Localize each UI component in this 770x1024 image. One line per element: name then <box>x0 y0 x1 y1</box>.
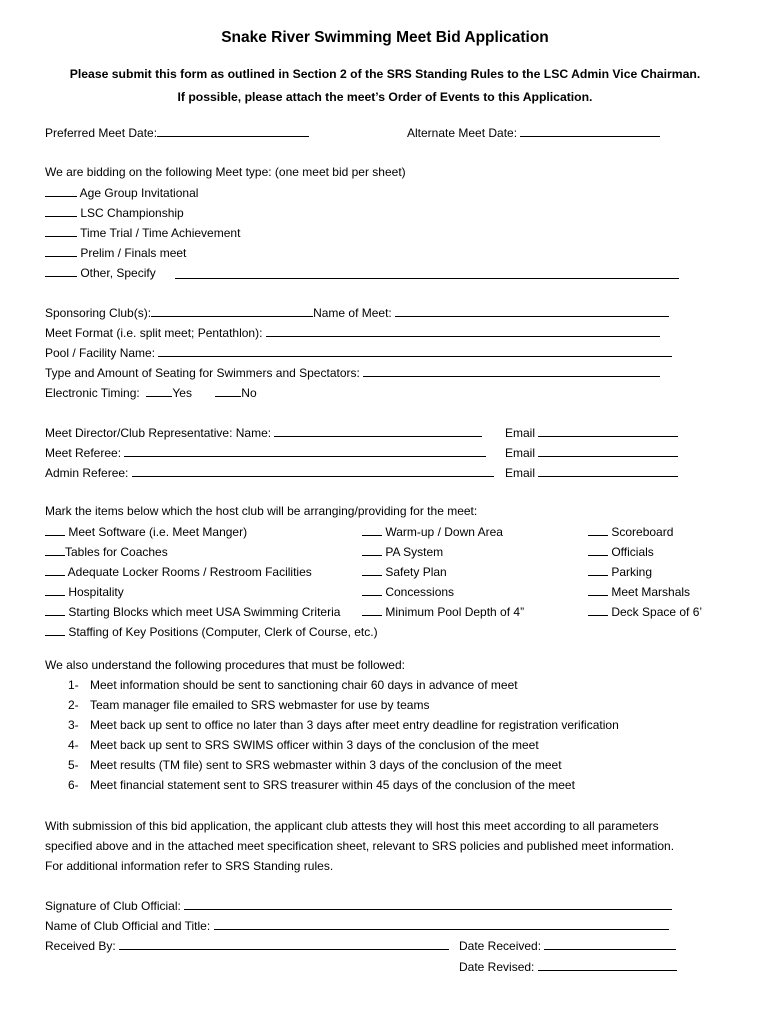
instruction-line-1: Please submit this form as outlined in Section 2 of the SRS Standing Rules to the LSC Admin Vice Chairman. <box>69 67 701 81</box>
host-item <box>45 543 168 560</box>
procedure-text: Team manager file emailed to SRS webmaster for use by teams <box>90 698 430 712</box>
alternate-date-field[interactable] <box>520 124 660 137</box>
attestation-line-1: With submission of this bid application, the applicant club attests they will host this meet according to all parameters <box>45 819 659 833</box>
sponsoring-club-field[interactable] <box>151 304 313 317</box>
email-label: Email <box>505 466 536 480</box>
preferred-date-label: Preferred Meet Date: <box>45 126 158 140</box>
procedure-number: 2- <box>68 698 79 712</box>
host-item-checkline[interactable] <box>45 543 65 556</box>
host-item <box>45 623 378 640</box>
timing-yes-checkline[interactable] <box>146 384 172 397</box>
host-item <box>45 583 124 600</box>
host-item-checkline[interactable] <box>588 523 608 536</box>
procedures-intro: We also understand the following procedures that must be followed: <box>45 658 405 672</box>
director-email-row <box>505 424 678 441</box>
other-specify-field[interactable] <box>175 266 679 279</box>
procedure-text: Meet financial statement sent to SRS treasurer within 45 days of the conclusion of the meet <box>90 778 575 792</box>
host-item-checkline[interactable] <box>362 563 382 576</box>
procedure-text: Meet back up sent to office no later than 3 days after meet entry deadline for registration verification <box>90 718 619 732</box>
host-item <box>588 563 652 580</box>
host-item <box>362 583 454 600</box>
meet-type-intro: We are bidding on the following Meet type: (one meet bid per sheet) <box>45 165 406 179</box>
procedure-number: 5- <box>68 758 79 772</box>
host-item-label: Meet Software (i.e. Meet Manger) <box>68 525 248 539</box>
date-revised-row <box>459 958 677 975</box>
host-item <box>362 543 443 560</box>
timing-no-label: No <box>241 386 257 400</box>
alternate-date-label: Alternate Meet Date: <box>407 126 518 140</box>
email-label: Email <box>505 426 536 440</box>
meet-director-label: Meet Director/Club Representative: Name: <box>45 426 272 440</box>
meet-type-checkline[interactable] <box>45 264 77 277</box>
seating-label: Type and Amount of Seating for Swimmers and Spectators: <box>45 366 360 380</box>
host-item-checkline[interactable] <box>362 603 382 616</box>
meet-type-option <box>45 184 198 201</box>
seating-row <box>45 364 660 381</box>
date-received-label: Date Received: <box>459 939 542 953</box>
admin-referee-field[interactable] <box>132 464 494 477</box>
host-item-checkline[interactable] <box>45 563 65 576</box>
host-item <box>362 523 503 540</box>
host-item <box>362 603 524 620</box>
meet-type-option <box>45 264 156 281</box>
host-item-checkline[interactable] <box>45 523 65 536</box>
host-item <box>588 603 702 620</box>
meet-referee-field[interactable] <box>124 444 486 457</box>
host-item-checkline[interactable] <box>588 603 608 616</box>
host-item-checkline[interactable] <box>362 543 382 556</box>
admin-referee-label: Admin Referee: <box>45 466 129 480</box>
signature-label: Signature of Club Official: <box>45 899 181 913</box>
procedure-text: Meet information should be sent to sanctioning chair 60 days in advance of meet <box>90 678 518 692</box>
sponsoring-club-label: Sponsoring Club(s): <box>45 306 152 320</box>
meet-type-option <box>45 244 186 261</box>
name-of-meet-label: Name of Meet: <box>313 306 392 320</box>
host-item <box>45 563 312 580</box>
procedure-item <box>68 717 619 733</box>
host-item-checkline[interactable] <box>45 603 65 616</box>
meet-format-field[interactable] <box>266 324 660 337</box>
host-item-checkline[interactable] <box>588 583 608 596</box>
referee-email-row <box>505 444 678 461</box>
meet-format-label: Meet Format (i.e. split meet; Pentathlon): <box>45 326 263 340</box>
host-item-label: Meet Marshals <box>611 585 691 599</box>
meet-type-option <box>45 224 240 241</box>
host-item-label: Starting Blocks which meet USA Swimming Criteria <box>68 605 341 619</box>
host-item-label: Tables for Coaches <box>65 545 168 559</box>
procedure-text: Meet results (TM file) sent to SRS webmaster within 3 days of the conclusion of the meet <box>90 758 562 772</box>
host-item-checkline[interactable] <box>362 583 382 596</box>
meet-type-checkline[interactable] <box>45 184 77 197</box>
attestation-line-2: specified above and in the attached meet specification sheet, relevant to SRS policies and published meet information. <box>45 839 675 853</box>
host-item-label: Adequate Locker Rooms / Restroom Facilities <box>67 565 312 579</box>
procedure-text: Meet back up sent to SRS SWIMS officer within 3 days of the conclusion of the meet <box>90 738 539 752</box>
host-item-checkline[interactable] <box>588 543 608 556</box>
date-received-field[interactable] <box>544 937 676 950</box>
procedure-item <box>68 697 429 713</box>
signature-row <box>45 897 672 914</box>
seating-field[interactable] <box>363 364 660 377</box>
host-item <box>588 583 690 600</box>
meet-referee-label: Meet Referee: <box>45 446 122 460</box>
host-item-label: Minimum Pool Depth of 4” <box>385 605 525 619</box>
host-item <box>45 603 340 620</box>
host-item-label: Hospitality <box>68 585 124 599</box>
meet-director-field[interactable] <box>274 424 482 437</box>
director-email-field[interactable] <box>538 424 678 437</box>
meet-type-checkline[interactable] <box>45 204 77 217</box>
attestation-line-3: For additional information refer to SRS Standing rules. <box>45 859 334 873</box>
timing-yes-label: Yes <box>172 386 192 400</box>
sponsoring-club-row <box>45 304 669 321</box>
host-item-label: Staffing of Key Positions (Computer, Clerk of Course, etc.) <box>68 625 378 639</box>
host-item-label: Officials <box>611 545 654 559</box>
pool-facility-row <box>45 344 672 361</box>
electronic-timing-row <box>45 384 257 401</box>
host-item <box>588 523 673 540</box>
host-item <box>588 543 654 560</box>
procedure-item <box>68 677 518 693</box>
host-item-label: Warm-up / Down Area <box>385 525 503 539</box>
date-revised-label: Date Revised: <box>459 960 535 974</box>
preferred-date-row <box>45 124 309 141</box>
signature-field[interactable] <box>184 897 672 910</box>
referee-email-field[interactable] <box>538 444 678 457</box>
procedure-number: 6- <box>68 778 79 792</box>
meet-referee-row <box>45 444 486 461</box>
email-label: Email <box>505 446 536 460</box>
received-by-label: Received By: <box>45 939 116 953</box>
host-item-checkline[interactable] <box>362 523 382 536</box>
host-item <box>362 563 447 580</box>
meet-type-option-label: Other, Specify <box>80 266 156 280</box>
timing-no-checkline[interactable] <box>215 384 241 397</box>
host-item-label: Parking <box>611 565 653 579</box>
meet-type-option <box>45 204 184 221</box>
procedure-number: 4- <box>68 738 79 752</box>
meet-type-option-label: Time Trial / Time Achievement <box>80 226 241 240</box>
name-title-label: Name of Club Official and Title: <box>45 919 211 933</box>
meet-format-row <box>45 324 660 341</box>
name-title-row <box>45 917 669 934</box>
meet-type-checkline[interactable] <box>45 244 77 257</box>
host-item-label: Deck Space of 6’ <box>611 605 703 619</box>
admin-email-row <box>505 464 678 481</box>
host-item-label: Safety Plan <box>385 565 447 579</box>
name-of-meet-field[interactable] <box>395 304 669 317</box>
instruction-line-2: If possible, please attach the meet’s Order of Events to this Application. <box>177 90 593 104</box>
meet-type-option-label: LSC Championship <box>80 206 184 220</box>
host-item-label: PA System <box>385 545 444 559</box>
meet-type-option-label: Prelim / Finals meet <box>80 246 187 260</box>
meet-type-option-label: Age Group Invitational <box>79 186 199 200</box>
host-item-checkline[interactable] <box>45 623 65 636</box>
received-by-field[interactable] <box>119 937 449 950</box>
host-item-checkline[interactable] <box>45 583 65 596</box>
pool-facility-label: Pool / Facility Name: <box>45 346 156 360</box>
procedure-item <box>68 737 539 753</box>
admin-email-field[interactable] <box>538 464 678 477</box>
procedure-item <box>68 757 562 773</box>
meet-type-checkline[interactable] <box>45 224 77 237</box>
page-title: Snake River Swimming Meet Bid Application <box>221 29 549 46</box>
host-item-checkline[interactable] <box>588 563 608 576</box>
date-revised-field[interactable] <box>538 958 677 971</box>
alternate-date-row <box>407 124 660 141</box>
date-received-row <box>459 937 676 954</box>
host-items-intro: Mark the items below which the host club will be arranging/providing for the meet: <box>45 504 478 518</box>
procedure-number: 3- <box>68 718 79 732</box>
name-title-field[interactable] <box>214 917 669 930</box>
procedure-number: 1- <box>68 678 79 692</box>
meet-director-row <box>45 424 482 441</box>
electronic-timing-label: Electronic Timing: <box>45 386 140 400</box>
preferred-date-field[interactable] <box>157 124 309 137</box>
host-item-label: Concessions <box>385 585 455 599</box>
host-item <box>45 523 247 540</box>
received-by-row <box>45 937 449 954</box>
admin-referee-row <box>45 464 494 481</box>
pool-facility-field[interactable] <box>158 344 672 357</box>
host-item-label: Scoreboard <box>611 525 674 539</box>
procedure-item <box>68 777 575 793</box>
